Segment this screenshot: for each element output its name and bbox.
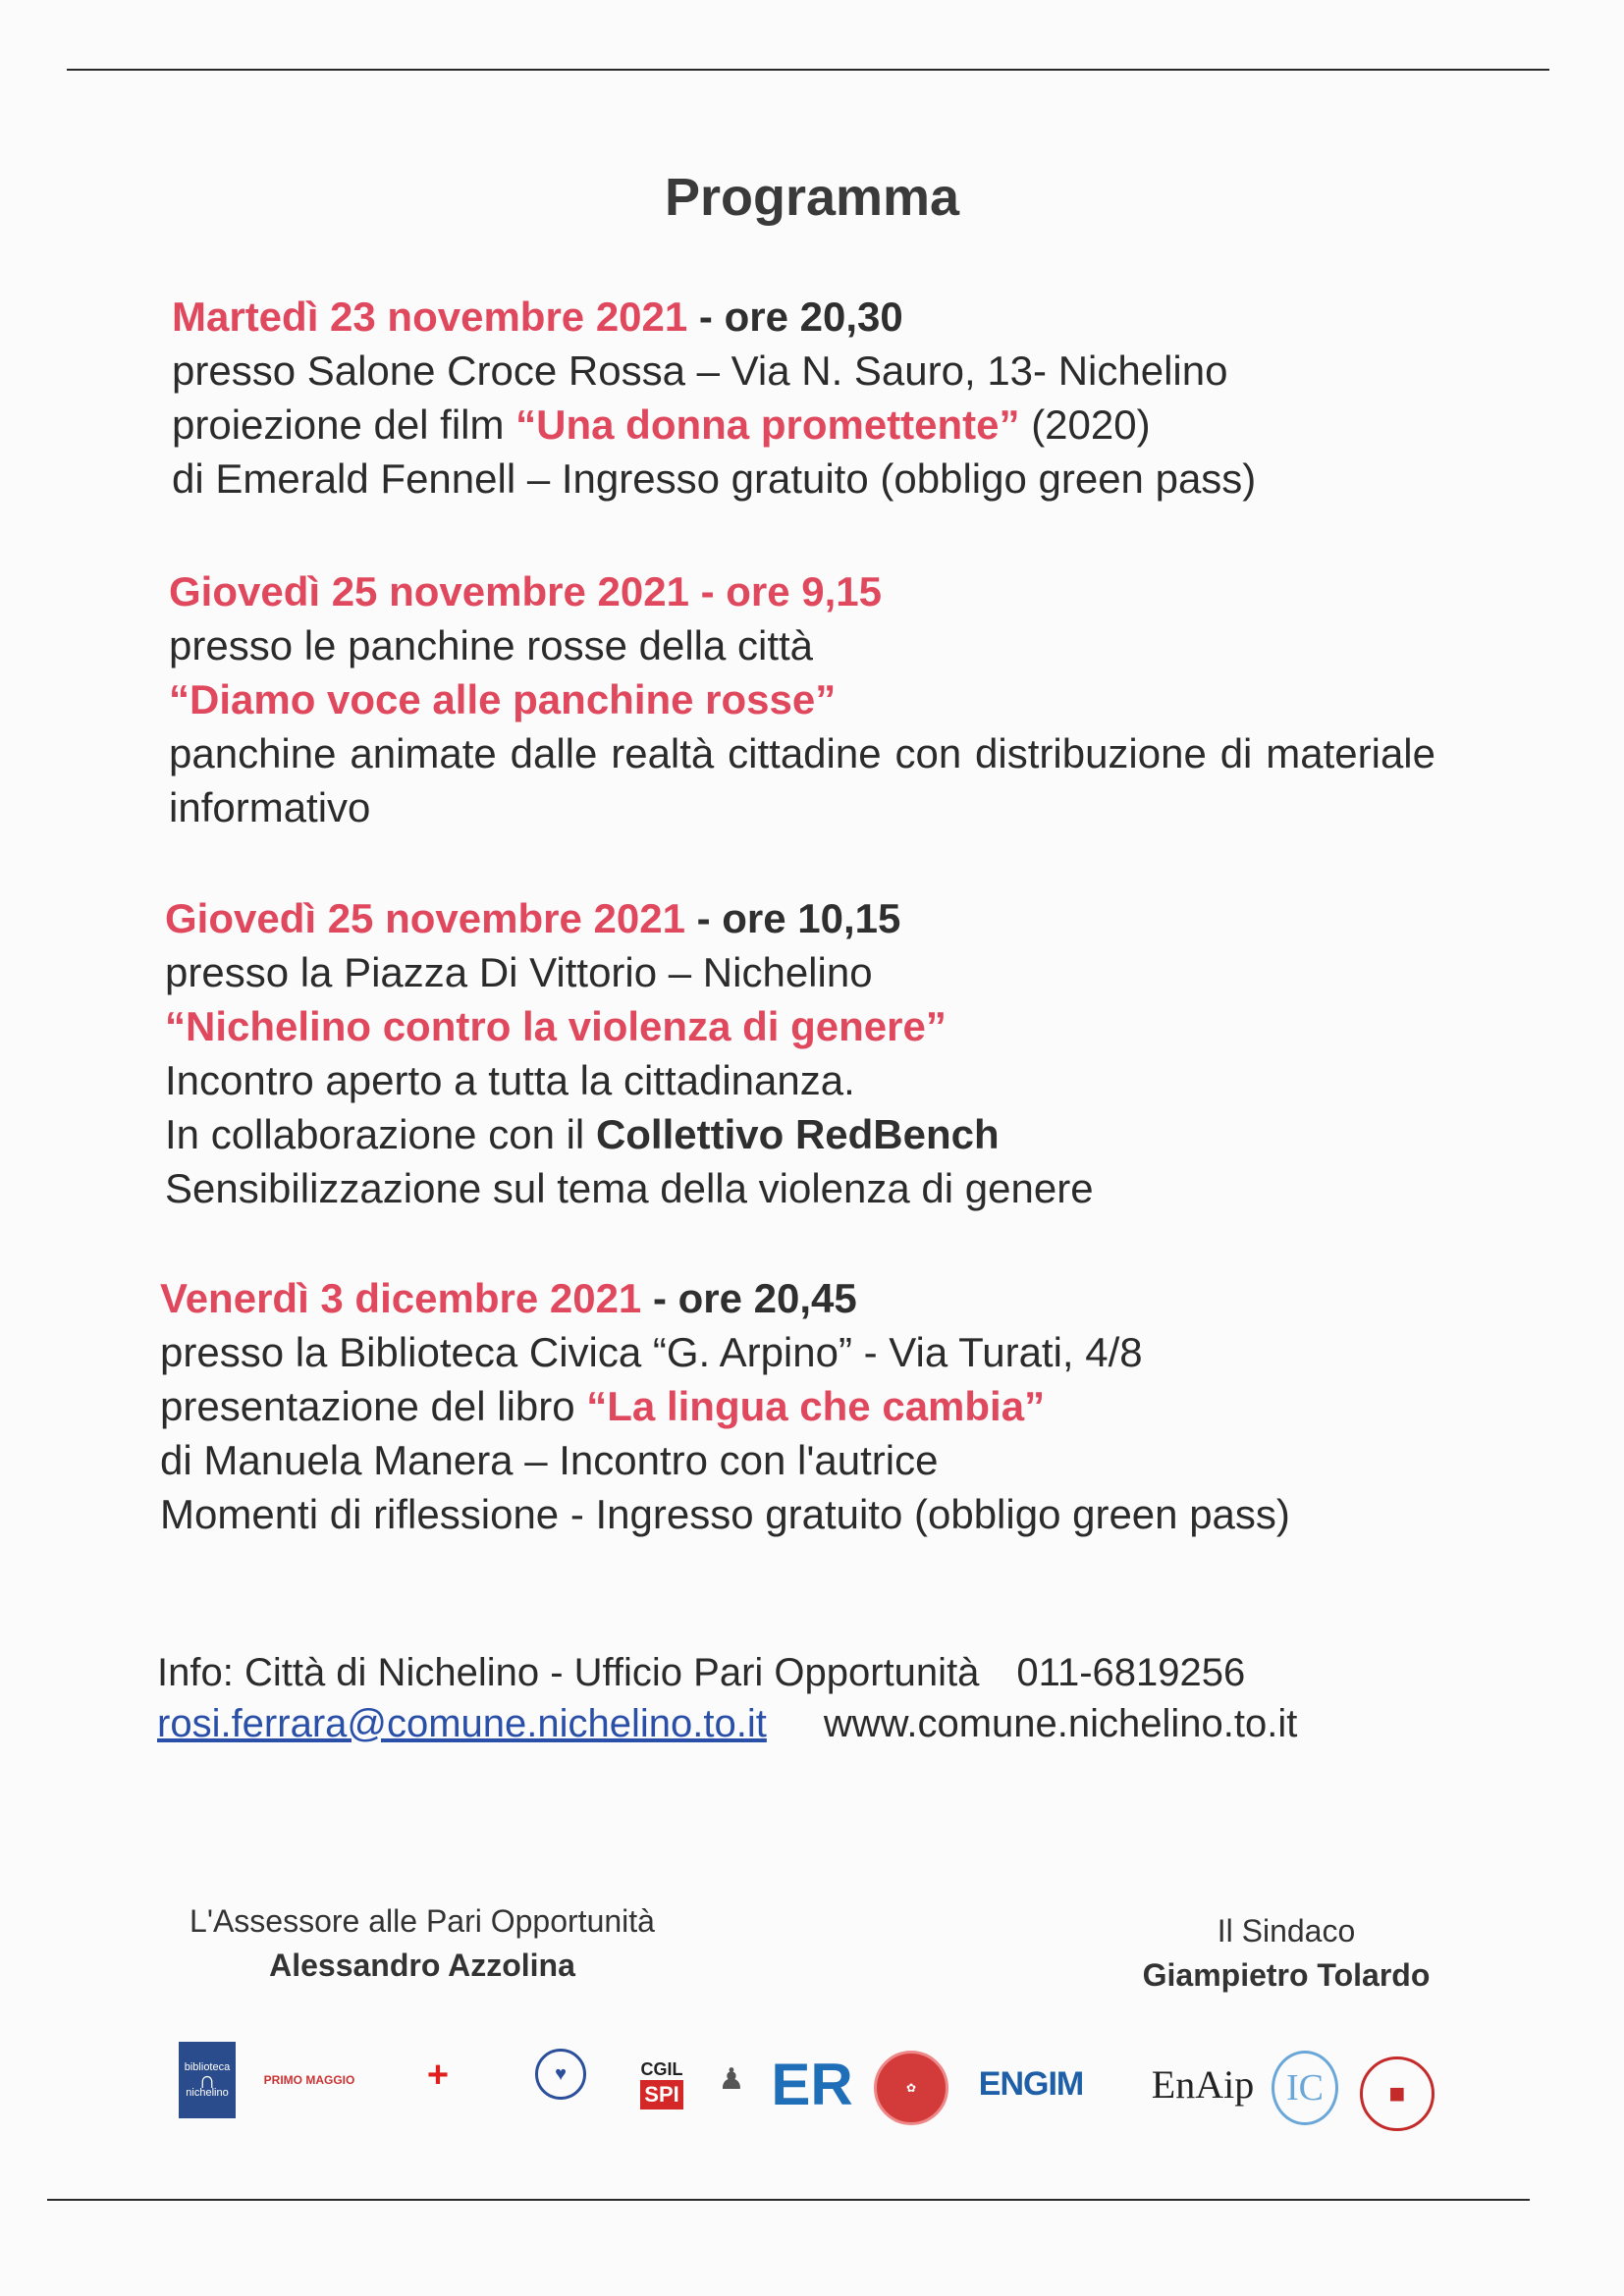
event-1 bbox=[172, 290, 1448, 506]
info-label: Info: Città di Nichelino - Ufficio Pari Opportunità bbox=[157, 1651, 980, 1694]
film-title: “Una donna promettente” bbox=[515, 401, 1020, 448]
signature-assessore bbox=[167, 1899, 677, 1988]
signature-name: Alessandro Azzolina bbox=[269, 1948, 575, 1983]
event-quote: “Nichelino contro la violenza di genere” bbox=[165, 1003, 947, 1049]
event-heading bbox=[165, 891, 1441, 945]
signature-role: Il Sindaco bbox=[1217, 1913, 1356, 1949]
event-date: Venerdì 3 dicembre 2021 bbox=[160, 1275, 642, 1321]
enaip-logo: EnAip bbox=[1151, 2061, 1255, 2107]
event-time: - ore 20,30 bbox=[687, 294, 903, 340]
event-collaboration: In collaborazione con il Collettivo RedBench bbox=[165, 1111, 1000, 1157]
engim-logo: ENGIM bbox=[978, 2064, 1084, 2103]
ic-logo: IC bbox=[1272, 2051, 1338, 2125]
top-divider bbox=[67, 69, 1549, 71]
red-circle-logo: ■ bbox=[1360, 2056, 1435, 2131]
figure-logo: ♟ bbox=[718, 2062, 745, 2096]
signature-sindaco bbox=[1110, 1909, 1463, 1998]
contact-line bbox=[157, 1698, 1297, 1749]
round-badge-logo: ✿ bbox=[874, 2051, 948, 2125]
event-detail: Sensibilizzazione sul tema della violenza di genere bbox=[165, 1165, 1094, 1211]
book-title: “La lingua che cambia” bbox=[586, 1383, 1046, 1429]
event-location: presso Salone Croce Rossa – Via N. Sauro, 13- Nichelino bbox=[172, 347, 1228, 394]
website-text: www.comune.nichelino.to.it bbox=[823, 1702, 1298, 1745]
event-film-line: proiezione del film “Una donna promettente” (2020) bbox=[172, 401, 1151, 448]
event-time: - ore 10,15 bbox=[684, 895, 901, 941]
er-logo: ER bbox=[771, 2051, 853, 2117]
red-cross-logo: + bbox=[426, 2054, 450, 2096]
event-4 bbox=[160, 1271, 1436, 1541]
event-quote: “Diamo voce alle panchine rosse” bbox=[169, 676, 837, 722]
phone-number: 011-6819256 bbox=[1016, 1651, 1246, 1694]
event-detail: di Emerald Fennell – Ingresso gratuito (obbligo green pass) bbox=[172, 455, 1257, 502]
library-logo: biblioteca ∩ nichelino bbox=[179, 2042, 236, 2118]
event-heading bbox=[160, 1271, 1436, 1325]
page-title: Programma bbox=[664, 168, 960, 227]
emblem-logo: ♥ bbox=[535, 2049, 586, 2100]
event-date: Giovedì 25 novembre 2021 - ore 9,15 bbox=[169, 568, 883, 614]
contact-info bbox=[157, 1647, 1297, 1749]
event-detail: Incontro aperto a tutta la cittadinanza. bbox=[165, 1057, 855, 1103]
event-location: presso la Piazza Di Vittorio – Nichelino bbox=[165, 949, 873, 995]
event-location: presso la Biblioteca Civica “G. Arpino” - Via Turati, 4/8 bbox=[160, 1329, 1143, 1375]
info-line bbox=[157, 1647, 1297, 1698]
bottom-divider bbox=[47, 2199, 1530, 2201]
event-location: presso le panchine rosse della città bbox=[169, 622, 814, 668]
cgil-spi-logo: CGIL SPI bbox=[634, 2047, 689, 2121]
event-3 bbox=[165, 891, 1441, 1215]
event-heading bbox=[172, 290, 1448, 344]
event-date: Martedì 23 novembre 2021 bbox=[172, 294, 688, 340]
primo-maggio-logo: PRIMO MAGGIO bbox=[263, 2073, 355, 2087]
event-2 bbox=[169, 564, 1445, 834]
event-book-line: presentazione del libro “La lingua che cambia” bbox=[160, 1383, 1046, 1429]
signature-role: L'Assessore alle Pari Opportunità bbox=[189, 1903, 655, 1939]
event-description: panchine animate dalle realtà cittadine con distribuzione di materiale informativo bbox=[169, 730, 1435, 830]
event-date: Giovedì 25 novembre 2021 bbox=[165, 895, 685, 941]
event-detail: di Manuela Manera – Incontro con l'autrice bbox=[160, 1437, 939, 1483]
collaborator-name: Collettivo RedBench bbox=[595, 1111, 1000, 1157]
sponsor-logos bbox=[167, 2037, 1443, 2145]
signature-name: Giampietro Tolardo bbox=[1142, 1957, 1431, 1993]
event-time: - ore 20,45 bbox=[641, 1275, 857, 1321]
event-detail: Momenti di riflessione - Ingresso gratuito (obbligo green pass) bbox=[160, 1491, 1290, 1537]
email-link[interactable]: rosi.ferrara@comune.nichelino.to.it bbox=[157, 1702, 767, 1745]
